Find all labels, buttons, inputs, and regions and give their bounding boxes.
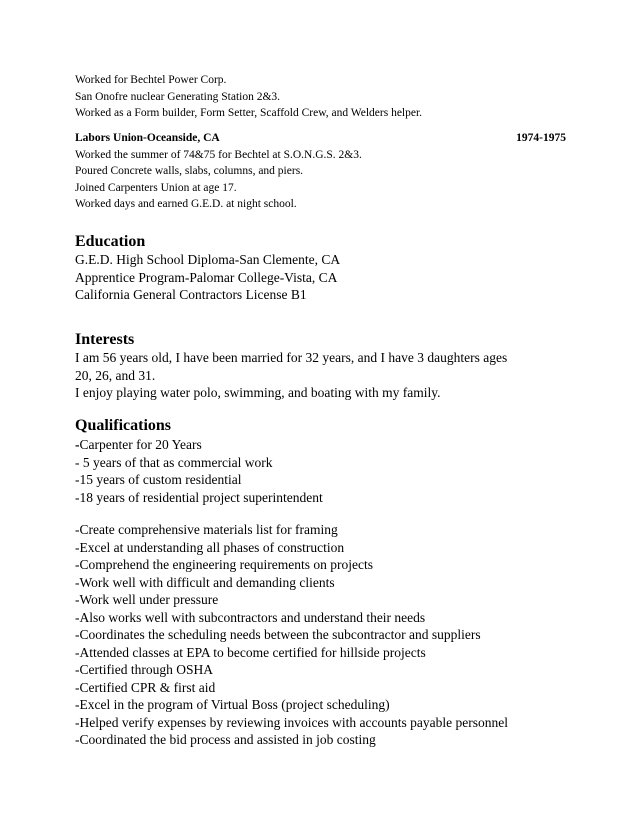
- interests-line: I am 56 years old, I have been married for 32 years, and I have 3 daughters ages: [75, 350, 508, 365]
- qualification-item: -Work well under pressure: [75, 592, 219, 607]
- qualification-item: -Coordinated the bid process and assisted in job costing: [75, 732, 376, 747]
- qualification-item: -Coordinates the scheduling needs between the subcontractor and suppliers: [75, 627, 481, 642]
- education-title: Education: [75, 233, 146, 250]
- qualification-item: -Certified CPR & first aid: [75, 679, 216, 695]
- qualification-item: -Comprehend the engineering requirements on projects: [75, 557, 374, 572]
- bechtel-line: Worked as a Form builder, Form Setter, Scaffold Crew, and Welders helper.: [75, 107, 423, 119]
- education-line: G.E.D. High School Diploma-San Clemente, CA: [75, 252, 341, 267]
- interests-title: Interests: [75, 331, 135, 348]
- labors-heading: Labors Union-Oceanside, CA: [75, 132, 220, 144]
- labors-line: Worked the summer of 74&75 for Bechtel at S.O.N.G.S. 2&3.: [75, 148, 362, 161]
- interests-line: I enjoy playing water polo, swimming, and boating with my family.: [75, 385, 441, 400]
- education-line: California General Contractors License B1: [75, 287, 307, 302]
- qualifications-title: Qualifications: [75, 417, 172, 434]
- labors-line: Worked days and earned G.E.D. at night school.: [75, 198, 297, 210]
- qualifications-group1: [75, 436, 575, 506]
- education-line: Apprentice Program-Palomar College-Vista, CA: [75, 269, 338, 285]
- qualification-item: -Create comprehensive materials list for framing: [75, 522, 338, 537]
- labors-line: Poured Concrete walls, slabs, columns, and piers.: [75, 165, 304, 177]
- qualification-item: -18 years of residential project superintendent: [75, 489, 323, 505]
- qualification-item: -Also works well with subcontractors and understand their needs: [75, 609, 426, 625]
- qualification-item: [75, 436, 575, 454]
- qualification-item: -Work well with difficult and demanding clients: [75, 574, 335, 590]
- qualification-item: -15 years of custom residential: [75, 472, 242, 487]
- labors-line: Joined Carpenters Union at age 17.: [75, 181, 237, 194]
- bechtel-line: San Onofre nuclear Generating Station 2&3.: [75, 90, 281, 103]
- labors-years: 1974-1975: [516, 132, 566, 144]
- qualification-item: -Helped verify expenses by reviewing invoices with accounts payable personnel: [75, 714, 508, 730]
- qualification-item: -Excel in the program of Virtual Boss (project scheduling): [75, 697, 390, 712]
- bechtel-block: [75, 72, 575, 122]
- qualification-item: - 5 years of that as commercial work: [75, 454, 273, 470]
- qualification-text: Carpenter for 20 Years: [79, 437, 202, 452]
- qualifications-group2: [75, 521, 575, 749]
- bechtel-line: Worked for Bechtel Power Corp.: [75, 74, 227, 86]
- labors-block: [75, 130, 575, 213]
- labors-heading-row: [75, 130, 566, 147]
- qualification-item: -Attended classes at EPA to become certified for hillside projects: [75, 644, 426, 660]
- qualification-item: -Excel at understanding all phases of construction: [75, 539, 345, 555]
- education-block: [75, 251, 575, 304]
- qualification-item: -Certified through OSHA: [75, 662, 213, 677]
- interests-line: 20, 26, and 31.: [75, 367, 156, 383]
- interests-block: [75, 349, 575, 402]
- qualification-dash: -: [75, 437, 80, 452]
